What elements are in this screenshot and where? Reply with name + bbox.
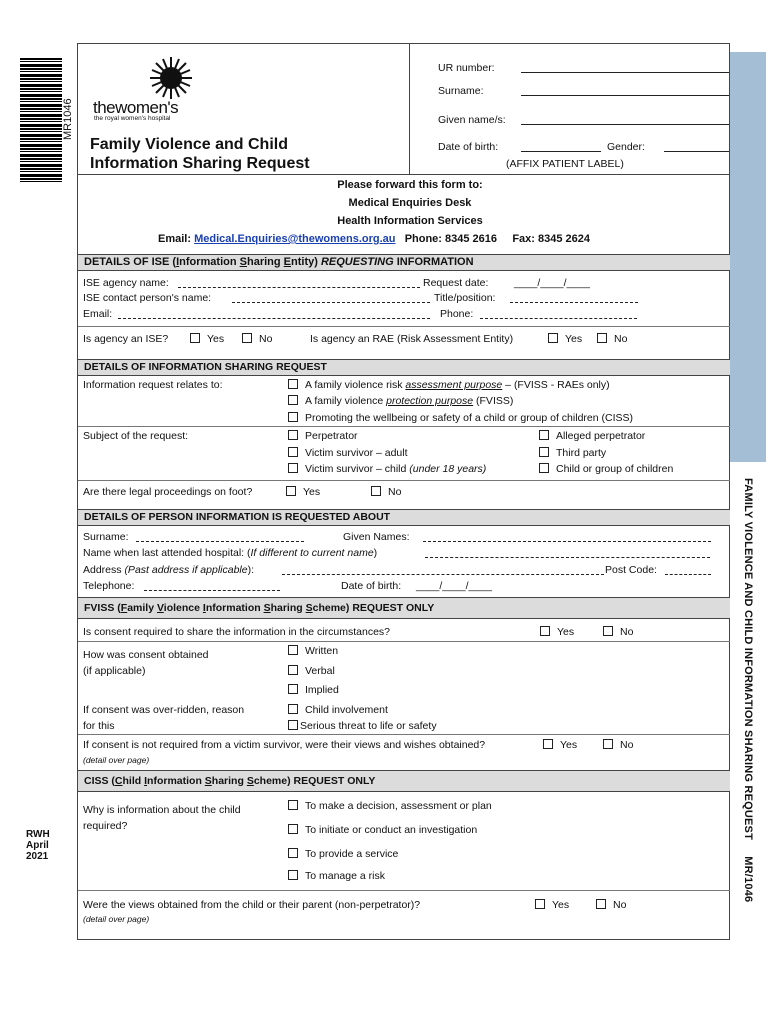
opt-serious-threat[interactable]: Serious threat to life or safety <box>288 720 437 732</box>
consent-question: Is consent required to share the information in the circumstances? <box>83 626 390 638</box>
phone-text: Phone: 8345 2616 <box>404 233 498 245</box>
email-link[interactable]: Medical.Enquiries@thewomens.org.au <box>194 233 396 245</box>
opt-risk[interactable]: To manage a risk <box>288 870 385 882</box>
gender-label: Gender: <box>607 141 645 153</box>
why-label-2: required? <box>83 820 128 832</box>
person-surname-label: Surname: <box>83 531 129 543</box>
checkbox[interactable] <box>288 704 298 714</box>
detail-over-page-note: (detail over page) <box>83 755 150 765</box>
views-question: Were the views obtained from the child or their parent (non-perpetrator)? <box>83 899 421 911</box>
checkbox[interactable] <box>288 463 298 473</box>
checkbox[interactable] <box>535 899 545 909</box>
legal-yes[interactable]: Yes <box>286 486 320 498</box>
why-label-1: Why is information about the child <box>83 804 241 816</box>
opt-victim-adult[interactable]: Victim survivor – adult <box>288 447 408 459</box>
is-rae-question: Is agency an RAE (Risk Assessment Entity) <box>310 333 514 345</box>
footer-rwh: RWH <box>26 829 50 840</box>
section-ciss-header: CISS (Child Information Sharing Scheme) REQUEST ONLY <box>78 770 730 792</box>
opt-verbal[interactable]: Verbal <box>288 665 335 677</box>
is-rae-no[interactable]: No <box>597 333 627 345</box>
is-ise-no[interactable]: No <box>242 333 272 345</box>
checkbox[interactable] <box>288 720 298 730</box>
section-ise-header: DETAILS OF ISE (Information Sharing Entity) REQUESTING INFORMATION <box>78 254 730 271</box>
forward-line1: Please forward this form to: <box>337 179 483 191</box>
footer-month: April <box>26 840 49 851</box>
last-name-label: Name when last attended hospital: (If different to current name) <box>83 547 378 559</box>
address-field[interactable] <box>282 574 604 575</box>
header-divider <box>409 43 410 174</box>
opt-perpetrator[interactable]: Perpetrator <box>288 430 358 442</box>
last-name-field[interactable] <box>425 557 710 558</box>
postcode-label: Post Code: <box>605 564 657 576</box>
opt-child-group[interactable]: Child or group of children <box>539 463 673 475</box>
logo-brand: thewomen's <box>93 98 179 117</box>
patient-dob-field[interactable] <box>521 151 601 152</box>
divider <box>78 890 730 891</box>
checkbox[interactable] <box>288 645 298 655</box>
checkbox[interactable] <box>596 899 606 909</box>
person-given-label: Given Names: <box>343 531 410 543</box>
divider <box>78 641 730 642</box>
checkbox[interactable] <box>543 739 553 749</box>
affix-label: (AFFIX PATIENT LABEL) <box>506 158 624 170</box>
ise-phone-field[interactable] <box>480 318 637 319</box>
checkbox[interactable] <box>288 800 298 810</box>
checkbox[interactable] <box>288 684 298 694</box>
opt-child-involvement[interactable]: Child involvement <box>288 704 388 716</box>
ise-agency-label: ISE agency name: <box>83 277 169 289</box>
opt-investigation[interactable]: To initiate or conduct an investigation <box>288 824 477 836</box>
not-required-yes[interactable]: Yes <box>543 739 577 751</box>
ise-phone-label: Phone: <box>440 308 474 320</box>
checkbox[interactable] <box>539 463 549 473</box>
section-fviss-header: FVISS (Family Violence Information Sharing Scheme) REQUEST ONLY <box>78 597 730 619</box>
checkbox[interactable] <box>539 430 549 440</box>
form-title-line1: Family Violence and Child <box>90 136 288 153</box>
forward-line2: Medical Enquiries Desk <box>348 197 472 209</box>
contact-line <box>158 233 590 245</box>
legal-question: Are there legal proceedings on foot? <box>83 486 253 498</box>
section-person-header: DETAILS OF PERSON INFORMATION IS REQUESTED ABOUT <box>78 509 730 526</box>
title-position-field[interactable] <box>510 302 638 303</box>
divider <box>78 480 730 481</box>
request-date-label: Request date: <box>423 277 489 289</box>
patient-gender-field[interactable] <box>664 151 729 152</box>
checkbox[interactable] <box>548 333 558 343</box>
checkbox[interactable] <box>288 848 298 858</box>
barcode-label: MR1046 <box>62 98 74 140</box>
fax-text: Fax: 8345 2624 <box>512 233 590 245</box>
checkbox[interactable] <box>288 379 298 389</box>
is-ise-yes[interactable]: Yes <box>190 333 224 345</box>
dob-label: Date of birth: <box>438 141 499 153</box>
title-position-label: Title/position: <box>434 292 496 304</box>
checkbox[interactable] <box>371 486 381 496</box>
checkbox[interactable] <box>242 333 252 343</box>
checkbox[interactable] <box>540 626 550 636</box>
relates-label: Information request relates to: <box>83 379 223 391</box>
side-title: FAMILY VIOLENCE AND CHILD INFORMATION SHARING REQUEST MR/1046 <box>742 478 754 903</box>
person-given-field[interactable] <box>423 541 711 542</box>
checkbox[interactable] <box>597 333 607 343</box>
email-label: Email: <box>158 233 192 245</box>
forward-line3: Health Information Services <box>337 215 483 227</box>
ise-contact-label: ISE contact person's name: <box>83 292 212 304</box>
not-required-question: If consent is not required from a victim survivor, were their views and wishes obtained? <box>83 739 486 751</box>
how-consent-label-2: (if applicable) <box>83 665 146 677</box>
checkbox[interactable] <box>288 870 298 880</box>
ise-email-field[interactable] <box>118 318 430 319</box>
consent-yes[interactable]: Yes <box>540 626 574 638</box>
ise-agency-field[interactable] <box>178 287 420 288</box>
divider <box>78 734 730 735</box>
checkbox[interactable] <box>288 395 298 405</box>
opt-decision[interactable]: To make a decision, assessment or plan <box>288 800 492 812</box>
how-consent-label-1: How was consent obtained <box>83 649 209 661</box>
opt-risk-assessment[interactable]: A family violence risk assessment purpose – (FVISS - RAEs only) <box>288 379 610 391</box>
footer-year: 2021 <box>26 851 49 862</box>
checkbox[interactable] <box>539 447 549 457</box>
ise-email-label: Email: <box>83 308 113 320</box>
address-label: Address (Past address if applicable): <box>83 564 255 576</box>
views-yes[interactable]: Yes <box>535 899 569 911</box>
logo-flower-icon <box>146 55 196 101</box>
opt-third-party[interactable]: Third party <box>539 447 606 459</box>
is-ise-question: Is agency an ISE? <box>83 333 169 345</box>
opt-victim-child[interactable]: Victim survivor – child (under 18 years) <box>288 463 486 475</box>
checkbox[interactable] <box>288 430 298 440</box>
opt-written[interactable]: Written <box>288 645 338 657</box>
person-dob-field[interactable]: ____/____/____ <box>416 580 492 592</box>
not-required-no[interactable]: No <box>603 739 633 751</box>
opt-protection[interactable]: A family violence protection purpose (FVISS) <box>288 395 513 407</box>
sidebar-stripe <box>730 52 766 462</box>
opt-wellbeing[interactable]: Promoting the wellbeing or safety of a child or group of children (CISS) <box>288 412 633 424</box>
ur-field[interactable] <box>521 72 729 73</box>
views-no[interactable]: No <box>596 899 626 911</box>
checkbox[interactable] <box>603 626 613 636</box>
ur-label: UR number: <box>438 62 495 74</box>
divider <box>78 426 730 427</box>
checkbox[interactable] <box>603 739 613 749</box>
checkbox[interactable] <box>288 412 298 422</box>
patient-given-field[interactable] <box>521 124 729 125</box>
barcode <box>20 58 62 182</box>
request-date-field[interactable]: ____/____/____ <box>514 277 590 289</box>
consent-no[interactable]: No <box>603 626 633 638</box>
surname-label: Surname: <box>438 85 484 97</box>
opt-service[interactable]: To provide a service <box>288 848 398 860</box>
opt-implied[interactable]: Implied <box>288 684 339 696</box>
telephone-field[interactable] <box>144 590 280 591</box>
is-rae-yes[interactable]: Yes <box>548 333 582 345</box>
checkbox[interactable] <box>190 333 200 343</box>
postcode-field[interactable] <box>665 574 711 575</box>
form-title-line2: Information Sharing Request <box>90 155 310 172</box>
checkbox[interactable] <box>288 824 298 834</box>
header-bottom-line <box>78 174 730 175</box>
person-dob-label: Date of birth: <box>341 580 402 592</box>
given-names-label: Given name/s: <box>438 114 506 126</box>
ciss-detail-note: (detail over page) <box>83 914 150 924</box>
subject-label: Subject of the request: <box>83 430 189 442</box>
override-label-2: for this <box>83 720 115 732</box>
patient-surname-field[interactable] <box>521 95 729 96</box>
legal-no[interactable]: No <box>371 486 401 498</box>
logo-subtitle: the royal women's hospital <box>94 115 171 122</box>
checkbox[interactable] <box>288 665 298 675</box>
ise-contact-field[interactable] <box>232 302 430 303</box>
checkbox[interactable] <box>286 486 296 496</box>
section-request-header: DETAILS OF INFORMATION SHARING REQUEST <box>78 359 730 376</box>
checkbox[interactable] <box>288 447 298 457</box>
person-surname-field[interactable] <box>136 541 304 542</box>
override-label-1: If consent was over-ridden, reason <box>83 704 245 716</box>
opt-alleged-perpetrator[interactable]: Alleged perpetrator <box>539 430 645 442</box>
divider <box>78 326 730 327</box>
telephone-label: Telephone: <box>83 580 135 592</box>
